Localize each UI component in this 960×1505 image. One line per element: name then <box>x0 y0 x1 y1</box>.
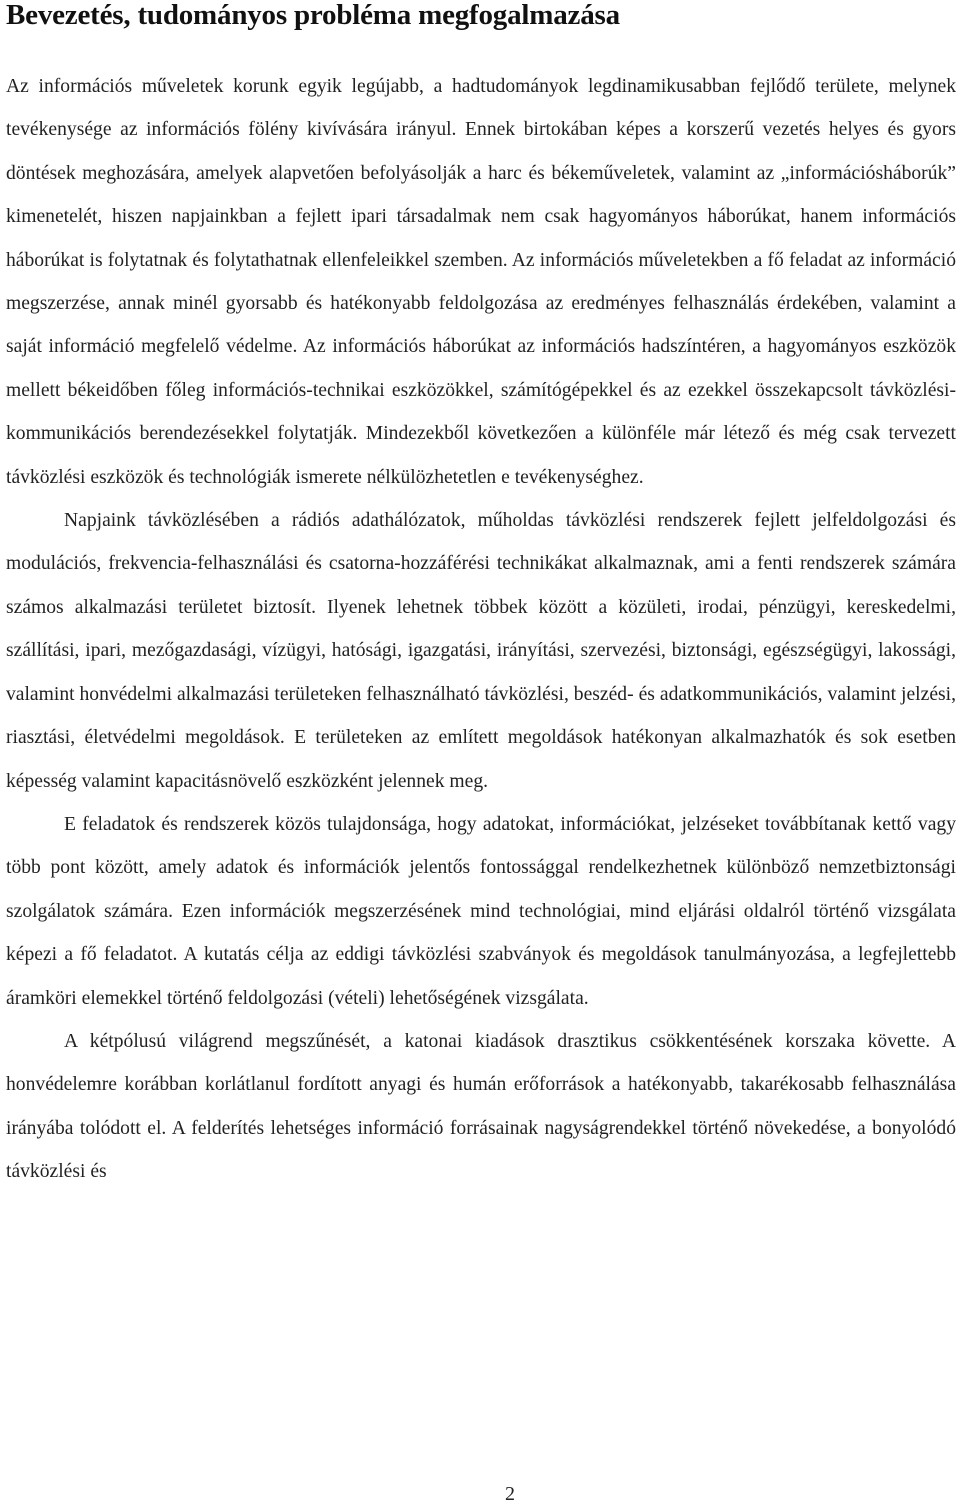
document-page <box>6 0 956 1194</box>
page-number: 2 <box>505 1483 515 1505</box>
paragraph-bipolar-world-order: A kétpólusú világrend megszűnését, a katonai kiadások drasztikus csökkentésének korszaka követte. A honvédelemre korábban korlátlanul fordított anyagi és humán erőforrások a hatékonyabb, takarékosabb felhasználása irányába tolódott el. A felderítés lehetséges információ forrásainak nagyságrendekkel történő növekedése, a bonyolódó távközlési és <box>6 1030 956 1183</box>
paragraph-telecommunications: Napjaink távközlésében a rádiós adathálózatok, műholdas távközlési rendszerek fejlett jelfeldolgozási és modulációs, frekvencia-felhasználási és csatorna-hozzáférési technikákat alkalmaznak, ami a fenti rendszerek számára számos alkalmazási területet biztosít. Ilyenek lehetnek többek között a közületi, irodai, pénzügyi, kereskedelmi, szállítási, ipari, mezőgazdasági, vízügyi, hatósági, igazgatási, irányítási, szervezési, biztonsági, egészségügyi, lakossági, valamint honvédelmi alkalmazási területeken felhasználható távközlési, beszéd- és adatkommunikációs, valamint jelzési, riasztási, életvédelmi megoldások. E területeken az említett megoldások hatékonyan alkalmazhatók és sok esetben képesség valamint kapacitásnövelő eszközként jelennek meg. <box>6 510 956 792</box>
paragraph-research-goal: E feladatok és rendszerek közös tulajdonsága, hogy adatokat, információkat, jelzéseket továbbítanak kettő vagy több pont között, amely adatok és információk jelentős fontossággal rendelkezhetnek különböző nemzetbiztonsági szolgálatok számára. Ezen információk megszerzésének mind technológiai, mind eljárási oldalról történő vizsgálata képezi a fő feladatot. A kutatás célja az eddigi távközlési szabványok és megoldások tanulmányozása, a legfejlettebb áramköri elemekkel történő feldolgozási (vételi) lehetőségének vizsgálata. <box>6 813 956 1009</box>
section-heading: Bevezetés, tudományos probléma megfogalmazása <box>6 0 620 31</box>
paragraph-information-operations: Az információs műveletek korunk egyik legújabb, a hadtudományok legdinamikusabban fejlődő területe, melynek tevékenysége az információs fölény kivívására irányul. Ennek birtokában képes a korszerű vezetés helyes és gyors döntések meghozására, amelyek alapvetően befolyásolják a harc és békeműveletek, valamint az „információsháborúk” kimenetelét, hiszen napjainkban a fejlett ipari társadalmak nem csak hagyományos háborúkat, hanem információs háborúkat is folytatnak és folytathatnak ellenfeleikkel szemben. Az információs műveletekben a fő feladat az információ megszerzése, annak minél gyorsabb és hatékonyabb feldolgozása az eredményes felhasználás érdekében, valamint a saját információ megfelelő védelme. Az információs háborúkat az információs hadszíntéren, a hagyományos eszközök mellett békeidőben főleg információs-technikai eszközökkel, számítógépekkel és az ezekkel összekapcsolt távközlési-kommunikációs berendezésekkel folytatják. Mindezekből következően a különféle már létező és még csak tervezett távközlési eszközök és technológiák ismerete nélkülözhetetlen e tevékenységhez. <box>6 76 956 488</box>
